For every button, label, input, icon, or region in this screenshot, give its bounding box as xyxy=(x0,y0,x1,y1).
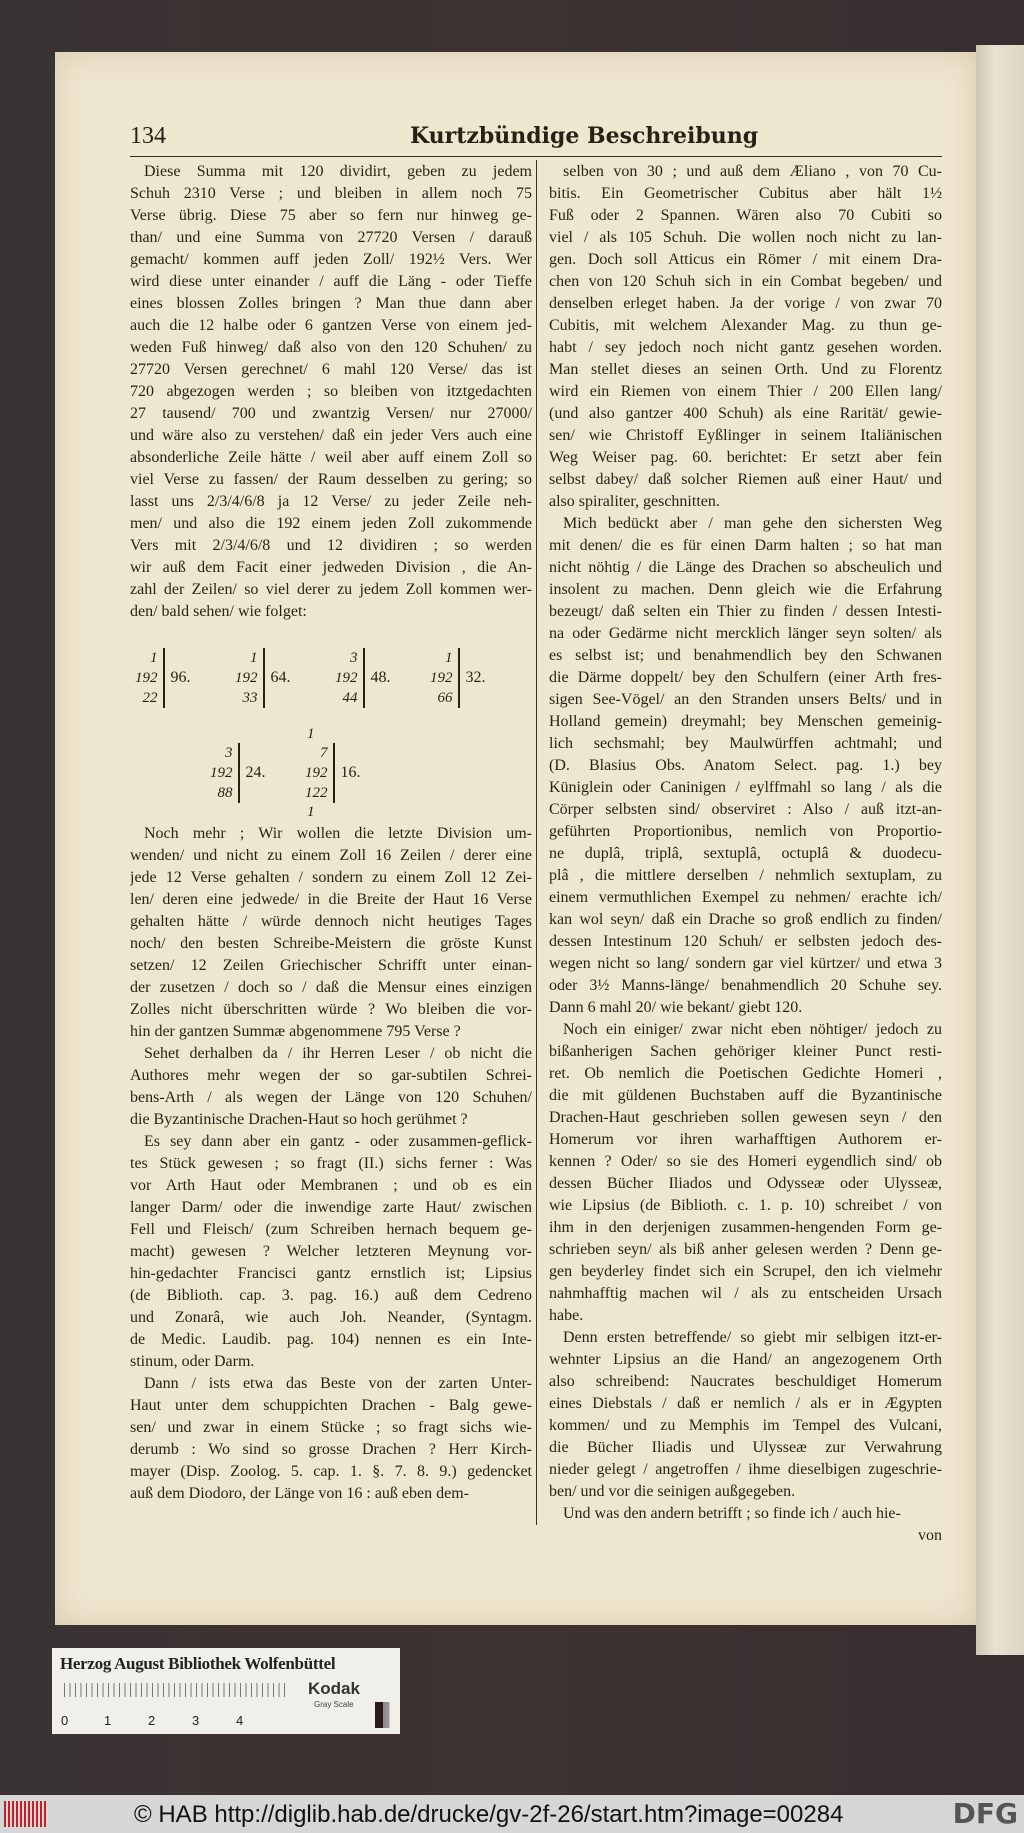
text-line: hin-gedachter Francisci gantz ernstlich ist; Lipsius xyxy=(130,1265,532,1282)
text-line: und wäre also zu verstehen/ daß ein jeder Vers auch eine xyxy=(130,427,532,444)
division-figure xyxy=(235,648,291,708)
text-line: Noch ein einiger/ zwar nicht eben nöhtiger/ jedoch zu xyxy=(563,1021,942,1038)
text-line: also spiraliter, geschnitten. xyxy=(549,493,720,510)
text-line: viel Verse zu fassen/ der Raum desselben zu gering; so xyxy=(130,471,532,488)
text-line: habt / sey jedoch noch nicht gantz gesehen worden. xyxy=(549,339,942,356)
division-below: 22 xyxy=(142,690,158,706)
text-line: derumb : Wo sind so grosse Drachen ? Herr Kirch- xyxy=(130,1441,532,1458)
division-result: 24. xyxy=(245,764,266,781)
text-line: viel / als 105 Schuh. Die wollen noch nicht zu lan- xyxy=(549,229,942,246)
text-line: ne duplâ, triplâ, sextuplâ, octuplâ & duodecu- xyxy=(549,845,942,862)
footer-bar xyxy=(0,1795,1024,1833)
running-head: Kurtzbündige Beschreibung xyxy=(410,123,759,149)
division-result: 16. xyxy=(340,764,361,781)
text-line: habe. xyxy=(549,1307,584,1324)
text-line: weden Fuß hinweg/ daß also von den 120 Schuhen/ zu xyxy=(130,339,532,356)
text-line: dessen Bücher Iliados und Odysseæ oder Ulysseæ, xyxy=(549,1175,942,1192)
division-below: 88 xyxy=(217,785,233,801)
ruler-number: 2 xyxy=(148,1713,156,1728)
text-line: Noch mehr ; Wir wollen die letzte Division um- xyxy=(144,825,532,842)
division-stack xyxy=(335,648,365,708)
ruler-number: 1 xyxy=(104,1713,112,1728)
text-line: einem vermuthlichen Exempel zu nehmen/ erachte ich/ xyxy=(549,889,942,906)
text-line: schrieben seyn/ als biß anher gelesen werden ? Denn ge- xyxy=(549,1241,942,1258)
text-line: macht) gewesen ? Welcher letzteren Meynung vor- xyxy=(130,1243,532,1260)
text-line: es selbst ist; und benahmendlich bey den Schwanen xyxy=(549,647,942,664)
text-line: Cubitis, mit welchem Alexander Mag. zu thun ge- xyxy=(549,317,942,334)
text-line: len/ deren eine jedwede/ in die Breite der Haut 16 Verse xyxy=(130,891,532,908)
text-line: auß dem Diodoro, der Länge von 16 : auß eben dem- xyxy=(130,1485,470,1502)
division-above: 3 xyxy=(225,745,233,761)
text-line: Dann / ists etwa das Beste von der zarten Unter- xyxy=(144,1375,532,1392)
text-line: 27720 Versen gerechnet/ 6 mahl 120 Verse/ das ist xyxy=(130,361,532,378)
text-line: setzen/ 12 Zeilen Griechischer Schrifft unter einan- xyxy=(130,957,532,974)
text-line: vor Arth Haut oder Membranen ; und ob es ein xyxy=(130,1177,532,1194)
text-line: wird diese unter einander / auff die Läng - oder Tieffe xyxy=(130,273,532,290)
text-line: lich sechsmahl; bey Maulwürffen achtmahl; und xyxy=(549,735,942,752)
division-figure xyxy=(335,648,391,708)
text-line: (D. Blasius Obs. Anatom Select. pag. 1.) bey xyxy=(549,757,942,774)
division-result: 64. xyxy=(270,669,291,686)
division-above: 7 xyxy=(320,745,328,761)
text-line: Fell und Fleisch/ (zum Schreiben hernach bequem ge- xyxy=(130,1221,532,1238)
division-result: 32. xyxy=(465,669,486,686)
text-line: der zusetzen / doch so / daß die Mensur eines einzigen xyxy=(130,979,532,996)
text-line: Diese Summa mit 120 dividirt, geben zu jedem xyxy=(144,163,532,180)
text-line: denselben erleget haben. Ja der vorige / von zwar 70 xyxy=(549,295,942,312)
text-line: Homerum vor ihren warhafftigen Authorem er- xyxy=(549,1131,942,1148)
text-line: Vers mit 2/3/4/6/8 und 12 dividiren ; so werden xyxy=(130,537,532,554)
division-result: 48. xyxy=(370,669,391,686)
text-line: die Bücher Iliadis und Ulysseæ zur Verwahrung xyxy=(549,1439,942,1456)
division-result: 96. xyxy=(170,669,191,686)
division-figures xyxy=(130,623,532,823)
text-line: also schreibend: Naucrates beschuldiget Homerum xyxy=(549,1373,942,1390)
text-line: sen/ wie Christoff Eyßlinger in seinem Italiänischen xyxy=(549,427,942,444)
text-line: men/ und also die 192 einem jeden Zoll zukommende xyxy=(130,515,532,532)
text-line: absonderliche Zeile hätte / weil aber auff einem Zoll so xyxy=(130,449,532,466)
division-above: 1 xyxy=(445,650,453,666)
measurement-ruler xyxy=(61,1683,288,1728)
division-bottom-mark: 1 xyxy=(307,804,315,820)
division-dividend: 192 xyxy=(210,765,233,781)
text-line: sen/ und zwar in einem Stücke ; so fragt sichs wie- xyxy=(130,1419,532,1436)
text-line: wie Lipsius (de Biblioth. c. 1. p. 10) schreibet / von xyxy=(549,1197,942,1214)
text-line: 27 tausend/ 700 und zwantzig Versen/ nur 27000/ xyxy=(130,405,532,422)
text-line: selbst dabey/ daß solcher Riemen auß einer Haut/ und xyxy=(549,471,942,488)
gray-scale-chip xyxy=(375,1702,393,1728)
text-line: than/ und eine Summa von 27720 Versen / darauß xyxy=(130,229,532,246)
text-line: geführten Proportionibus, nemlich von Proportio- xyxy=(549,823,942,840)
division-dividend: 192 xyxy=(235,670,258,686)
text-line: Weg Weiser pag. 60. berichtet: Er setzt aber fein xyxy=(549,449,942,466)
text-line: bezeugt/ daß selten ein Thier zu finden / dessen Intesti- xyxy=(549,603,942,620)
text-line: (de Biblioth. cap. 3. pag. 16.) auß dem Cedreno xyxy=(130,1287,532,1304)
source-url[interactable]: © HAB http://diglib.hab.de/drucke/gv-2f-26/start.htm?image=00284 xyxy=(134,1801,844,1828)
division-below: 122 xyxy=(305,785,328,801)
text-line: 720 abgezogen werden ; so bleiben von itztgedachten xyxy=(130,383,532,400)
library-name: Herzog August Bibliothek Wolfenbüttel xyxy=(60,1654,336,1673)
text-line: nicht nöhtig / die Länge des Drachen so abscheulich und xyxy=(549,559,942,576)
text-line: Man stellet dieses an seinen Orth. Und zu Florentz xyxy=(549,361,942,378)
text-line: kennen ? Oder/ so sie des Homeri eygendlich sind/ ob xyxy=(549,1153,942,1170)
text-line: (und also gantzer 400 Schuh) als eine Rarität/ gewie- xyxy=(549,405,942,422)
division-figure xyxy=(305,726,361,820)
division-dividend: 192 xyxy=(305,765,328,781)
text-line: bitis. Ein Geometrischer Cubitus aber hält 1½ xyxy=(549,185,942,202)
division-top-mark: 1 xyxy=(307,726,315,742)
text-line: Haut unter dem schuppichten Drachen - Balg gewe- xyxy=(130,1397,532,1414)
text-line: Holland gemein) dreymahl; bey Menschen gemeinig- xyxy=(549,713,942,730)
text-line: lasst uns 2/3/4/6/8 ja 12 Verse/ zu jeder Zeile neh- xyxy=(130,493,532,510)
text-line: bens-Arth / als wegen der Länge von 120 Schuhen/ xyxy=(130,1089,532,1106)
catchword: von xyxy=(918,1527,942,1544)
text-line: langer Darm/ oder die inwendige zarte Haut/ zwischen xyxy=(130,1199,532,1216)
text-line: Und was den andern betrifft ; so finde ich / auch hie- xyxy=(563,1505,901,1522)
text-line: eines Diebstals / daß er nemlich / als er in Ægypten xyxy=(549,1395,942,1412)
text-line: Authores mehr wegen der so gar-subtilen Schrei- xyxy=(130,1067,532,1084)
text-line: noch/ den besten Schreibe-Meistern die gröste Kunst xyxy=(130,935,532,952)
ruler-number: 0 xyxy=(61,1713,69,1728)
text-line: Sehet derhalben da / ihr Herren Leser / ob nicht die xyxy=(144,1045,532,1062)
text-line: ben/ und vor die seinigen außgegeben. xyxy=(549,1483,796,1500)
dfg-logo: DFG xyxy=(952,1797,1018,1830)
division-stack xyxy=(430,648,460,708)
text-line: mit denen/ die es für einen Darm halten ; so hat man xyxy=(549,537,942,554)
text-line: die Därme doppelt/ bey den Schulfern (einer Arth fres- xyxy=(549,669,942,686)
text-line: gen. Doch soll Atticus ein Römer / mit einem Dra- xyxy=(549,251,942,268)
text-line: Cörper selbsten sind/ observiret : Also / auß itzt-an- xyxy=(549,801,942,818)
division-figure xyxy=(430,648,486,708)
text-line: zahl der Zeilen/ so viel derer zu jedem Zoll kommen wer- xyxy=(130,581,532,598)
text-line: ret. Ob nemlich die Poetischen Gedichte Homeri , xyxy=(549,1065,942,1082)
text-line: gehalten hätte / würde dennoch nicht heutiges Tages xyxy=(130,913,532,930)
header-rule xyxy=(130,156,942,157)
text-line: nieder gelegt / angetroffen / ihme dieselbigen zugeschrie- xyxy=(549,1461,942,1478)
text-line: bißanherigen Sachen gehöriger kleiner Punct resti- xyxy=(549,1043,942,1060)
text-line: Fuß oder 2 Spannen. Wären also 70 Cubiti so xyxy=(549,207,942,224)
text-line: nahmhafftig machen wil / als zu entscheiden Ursach xyxy=(549,1285,942,1302)
next-page-edge xyxy=(976,45,1024,1655)
kodak-brand: Kodak xyxy=(308,1679,360,1698)
division-dividend: 192 xyxy=(335,670,358,686)
text-line: dessen Intestinum 120 Schuh/ er selbsten jedoch des- xyxy=(549,933,942,950)
division-stack xyxy=(235,648,265,708)
division-below: 33 xyxy=(242,690,258,706)
library-label xyxy=(52,1648,400,1734)
text-line: Zolles nicht überschritten würde ? Wo bleiben die vor- xyxy=(130,1001,532,1018)
text-line: gen beyderley findet sich ein Scrupel, den ich vielmehr xyxy=(549,1263,942,1280)
text-line: wir auß dem Facit einer jedweden Division , die An- xyxy=(130,559,532,576)
text-line: wegen nicht so lang/ sondern gar viel kürtzer/ und etwa 3 xyxy=(549,955,942,972)
division-stack xyxy=(135,648,165,708)
text-line: oder 3½ Manns-länge/ benahmendlich 20 Schuhe sey. xyxy=(549,977,942,994)
division-below: 66 xyxy=(437,690,453,706)
ruler-number: 4 xyxy=(236,1713,244,1728)
text-line: selben von 30 ; und auß dem Æliano , von 70 Cu- xyxy=(563,163,942,180)
text-line: Küniglein oder Caninigen / eylffmahl so lang / als die xyxy=(549,779,942,796)
text-line: Es sey dann aber ein gantz - oder zusammen-geflick- xyxy=(144,1133,532,1150)
text-line: wehnter Lipsius an die Hand/ an angezogenem Orth xyxy=(549,1351,942,1368)
text-line: plâ , die mittlere derselben / nehmlich sextuplam, zu xyxy=(549,867,942,884)
text-line: wenden/ und nicht zu einem Zoll 16 Zeilen / derer eine xyxy=(130,847,532,864)
division-above: 3 xyxy=(350,650,358,666)
text-line: insolent zu machen. Denn gleich wie die Erfahrung xyxy=(549,581,942,598)
text-line: kan wol seyn/ daß ein Drache so groß endlich zu finden/ xyxy=(549,911,942,928)
text-line: kommen/ und zu Memphis im Tempel des Vulcani, xyxy=(549,1417,942,1434)
division-dividend: 192 xyxy=(430,670,453,686)
text-line: Drachen-Haut geschrieben sollen gewesen seyn / den xyxy=(549,1109,942,1126)
division-figure xyxy=(135,648,191,708)
text-line: die mit güldenen Buchstaben auff die Byzantinische xyxy=(549,1087,942,1104)
text-line: stinum, oder Darm. xyxy=(130,1353,255,1370)
right-column xyxy=(549,161,942,1547)
text-line: jede 12 Verse gehalten / sondern zu einem Zoll 12 Zei- xyxy=(130,869,532,886)
column-divider xyxy=(536,160,537,1525)
text-line: sigen See-Vögel/ an den Stranden unsers Belts/ und in xyxy=(549,691,942,708)
text-line: Dann 6 mahl 20/ wie bekant/ giebt 120. xyxy=(549,999,803,1016)
text-line: eines blossen Zolles bringen ? Man thue dann aber xyxy=(130,295,532,312)
division-below: 44 xyxy=(342,690,358,706)
text-line: Denn ersten betreffende/ so giebt mir selbigen itzt-er- xyxy=(563,1329,942,1346)
text-line: ihm in den derjenigen zusammen-hengenden Form ge- xyxy=(549,1219,942,1236)
division-above: 1 xyxy=(150,650,158,666)
text-line: wird ein Riemen von einem Thier / 200 Ellen lang/ xyxy=(549,383,942,400)
text-line: die Byzantinische Drachen-Haut so hoch gerühmet ? xyxy=(130,1111,468,1128)
text-line: den/ bald sehen/ wie folget: xyxy=(130,603,307,620)
ruler-number: 3 xyxy=(192,1713,200,1728)
division-above: 1 xyxy=(250,650,258,666)
text-line: Verse übrig. Diese 75 aber so fern nur hinweg ge- xyxy=(130,207,532,224)
left-column xyxy=(130,161,532,1505)
text-line: mayer (Disp. Zoolog. 5. cap. 1. §. 7. 8. 9.) gedencket xyxy=(130,1463,532,1480)
gray-scale-label: Gray Scale xyxy=(314,1700,354,1709)
text-line: hin der gantzen Summæ abgenommene 795 Verse ? xyxy=(130,1023,461,1040)
division-stack xyxy=(305,743,335,803)
division-stack xyxy=(210,743,240,803)
text-line: na oder Gedärme nicht mercklich länger seyn solten/ als xyxy=(549,625,942,642)
text-line: und Zonarâ, wie auch Joh. Neander, (Syntagm. xyxy=(130,1309,532,1326)
hab-logo-icon xyxy=(4,1801,46,1827)
text-line: chen von 120 Schuh sich in ein Combat begeben/ und xyxy=(549,273,942,290)
text-line: tes Stück gewesen ; so fragt (II.) sichs ferner : Was xyxy=(130,1155,532,1172)
text-line: auch die 12 halbe oder 6 gantzen Verse von einem jed- xyxy=(130,317,532,334)
text-line: Schuh 2310 Verse ; und bleiben in allem noch 75 xyxy=(130,185,532,202)
division-figure xyxy=(210,743,266,803)
text-line: Mich bedückt aber / man gehe den sichersten Weg xyxy=(563,515,942,532)
text-line: gemacht/ kommen auff jeden Zoll/ 192½ Vers. Wer xyxy=(130,251,532,268)
division-dividend: 192 xyxy=(135,670,158,686)
text-line: de Medic. Laudib. pag. 104) nennen es ein Inte- xyxy=(130,1331,532,1348)
page-number: 134 xyxy=(130,123,166,149)
